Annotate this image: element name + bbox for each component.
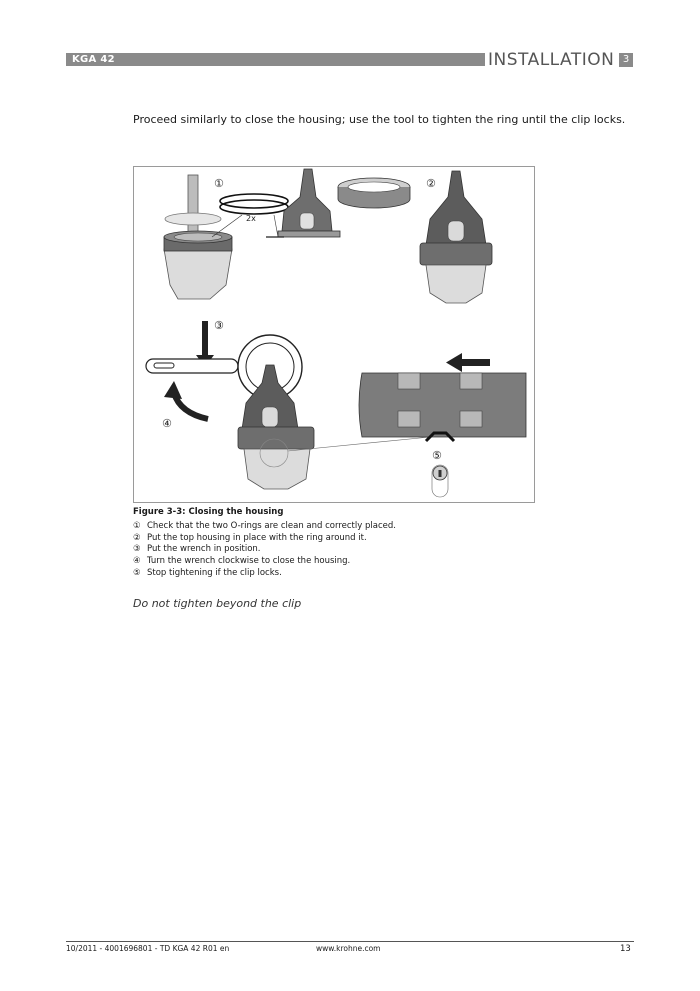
callout-2: ② (426, 177, 436, 190)
product-name: KGA 42 (72, 54, 115, 65)
legend-text: Put the top housing in place with the ring around it. (147, 532, 367, 543)
footer-doc-id: 10/2011 - 4001696801 - TD KGA 42 R01 en (66, 944, 230, 953)
footer-divider (66, 941, 634, 942)
legend-number: ② (133, 532, 141, 543)
legend-text: Put the wrench in position. (147, 544, 261, 555)
header-bar (66, 53, 485, 66)
legend-item (133, 521, 396, 533)
page-number: 13 (620, 944, 631, 954)
threaded-ring-illustration (338, 178, 410, 208)
legend-number: ① (133, 521, 141, 531)
section-title: INSTALLATION (488, 50, 615, 70)
figure-legend (133, 521, 396, 579)
legend-item (133, 556, 396, 568)
callout-1: ① (214, 177, 224, 190)
section-number: 3 (619, 53, 633, 67)
keyhole-lock-icon (432, 465, 448, 497)
installation-illustration (134, 167, 534, 502)
callout-4: ④ (162, 417, 172, 430)
figure-caption: Figure 3-3: Closing the housing (133, 507, 284, 517)
clip-detail-illustration (359, 373, 526, 441)
legend-item (133, 533, 396, 545)
rotate-clockwise-icon (164, 381, 208, 419)
o-ring-count-label: 2x (246, 214, 256, 223)
legend-item (133, 544, 396, 556)
legend-text: Stop tightening if the clip locks. (147, 567, 282, 578)
assembled-housing-illustration (420, 171, 492, 303)
callout-5: ⑤ (432, 449, 442, 462)
left-arrow-icon (446, 353, 490, 372)
footer-website: www.krohne.com (316, 944, 381, 953)
base-housing-illustration (164, 175, 232, 299)
legend-item (133, 568, 396, 580)
legend-number: ⑤ (133, 567, 141, 578)
legend-number: ③ (133, 544, 141, 555)
intro-paragraph: Proceed similarly to close the housing; use the tool to tighten the ring until the clip locks. (133, 113, 626, 126)
legend-number: ④ (133, 556, 141, 567)
figure-closing-housing (133, 166, 535, 503)
top-housing-closeup (266, 169, 340, 237)
legend-text: Turn the wrench clockwise to close the housing. (147, 556, 351, 567)
warning-note: Do not tighten beyond the clip (133, 597, 302, 610)
legend-text: Check that the two O-rings are clean and correctly placed. (147, 521, 396, 531)
callout-3: ③ (214, 319, 224, 332)
